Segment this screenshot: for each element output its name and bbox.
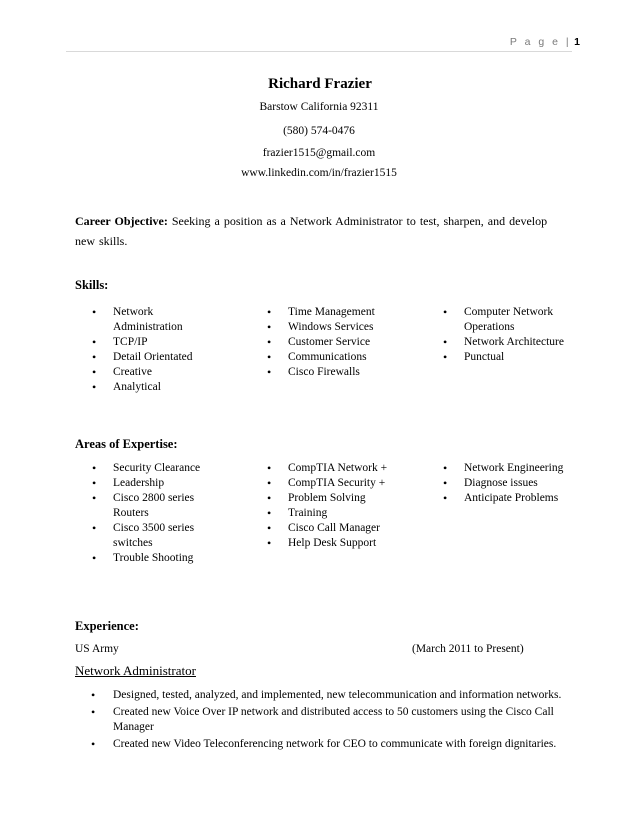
list-item: • Windows Services <box>267 320 427 335</box>
list-item: • Communications <box>267 350 427 365</box>
list-item: • Analytical <box>92 380 212 395</box>
skills-column-3 <box>443 305 565 365</box>
candidate-name: Richard Frazier <box>268 76 372 92</box>
list-item: • CompTIA Security + <box>267 476 427 491</box>
email-address: frazier1515@gmail.com <box>262 147 376 159</box>
experience-heading: Experience: <box>75 619 139 633</box>
expertise-heading: Areas of Expertise: <box>75 437 178 451</box>
employer-name: US Army <box>75 643 119 655</box>
list-item: • Problem Solving <box>267 491 427 506</box>
list-item: • Computer Network Operations <box>443 305 565 335</box>
list-item: • Training <box>267 506 427 521</box>
list-item: • Designed, tested, analyzed, and implemented, new telecommunication and information networks. <box>91 688 567 703</box>
linkedin-url: www.linkedin.com/in/frazier1515 <box>241 167 397 179</box>
objective-text: Seeking a position as a Network Administrator to test, sharpen, and develop new skills. <box>75 214 548 248</box>
expertise-column-2 <box>267 461 427 551</box>
phone-number: (580) 574-0476 <box>283 125 355 137</box>
list-item: • Creative <box>92 365 212 380</box>
list-item: • Diagnose issues <box>443 476 573 491</box>
list-item: • Time Management <box>267 305 427 320</box>
career-objective <box>75 211 565 251</box>
header-rule <box>66 51 572 52</box>
page-header <box>510 36 580 48</box>
page-separator: | <box>565 36 572 48</box>
list-item: • Network Engineering <box>443 461 573 476</box>
list-item: • Customer Service <box>267 335 427 350</box>
list-item: • Network Administration <box>92 305 212 335</box>
list-item: • Security Clearance <box>92 461 212 476</box>
list-item: • Cisco 2800 series Routers <box>92 491 212 521</box>
list-item: • Leadership <box>92 476 212 491</box>
skills-column-2 <box>267 305 427 380</box>
list-item: • Created new Video Teleconferencing network for CEO to communicate with foreign dignitaries. <box>91 737 567 752</box>
expertise-column-3 <box>443 461 573 506</box>
page-number: 1 <box>574 36 580 48</box>
list-item: • Help Desk Support <box>267 536 427 551</box>
employment-dates: (March 2011 to Present) <box>412 643 524 655</box>
list-item: • Created new Voice Over IP network and distributed access to 50 customers using the Cisco Call Manager <box>91 705 567 735</box>
list-item: • Cisco Call Manager <box>267 521 427 536</box>
skills-heading: Skills: <box>75 278 109 292</box>
list-item: • CompTIA Network + <box>267 461 427 476</box>
page-label: P a g e <box>509 36 561 48</box>
expertise-column-1 <box>92 461 212 566</box>
experience-bullets <box>91 688 567 754</box>
skills-column-1 <box>92 305 212 395</box>
list-item: • TCP/IP <box>92 335 212 350</box>
job-title: Network Administrator <box>75 663 196 678</box>
address: Barstow California 92311 <box>259 101 379 113</box>
list-item: • Network Architecture <box>443 335 565 350</box>
list-item: • Anticipate Problems <box>443 491 573 506</box>
list-item: • Punctual <box>443 350 565 365</box>
list-item: • Cisco Firewalls <box>267 365 427 380</box>
list-item: • Trouble Shooting <box>92 551 212 566</box>
list-item: • Cisco 3500 series switches <box>92 521 212 551</box>
objective-label: Career Objective: <box>75 214 168 228</box>
list-item: • Detail Orientated <box>92 350 212 365</box>
